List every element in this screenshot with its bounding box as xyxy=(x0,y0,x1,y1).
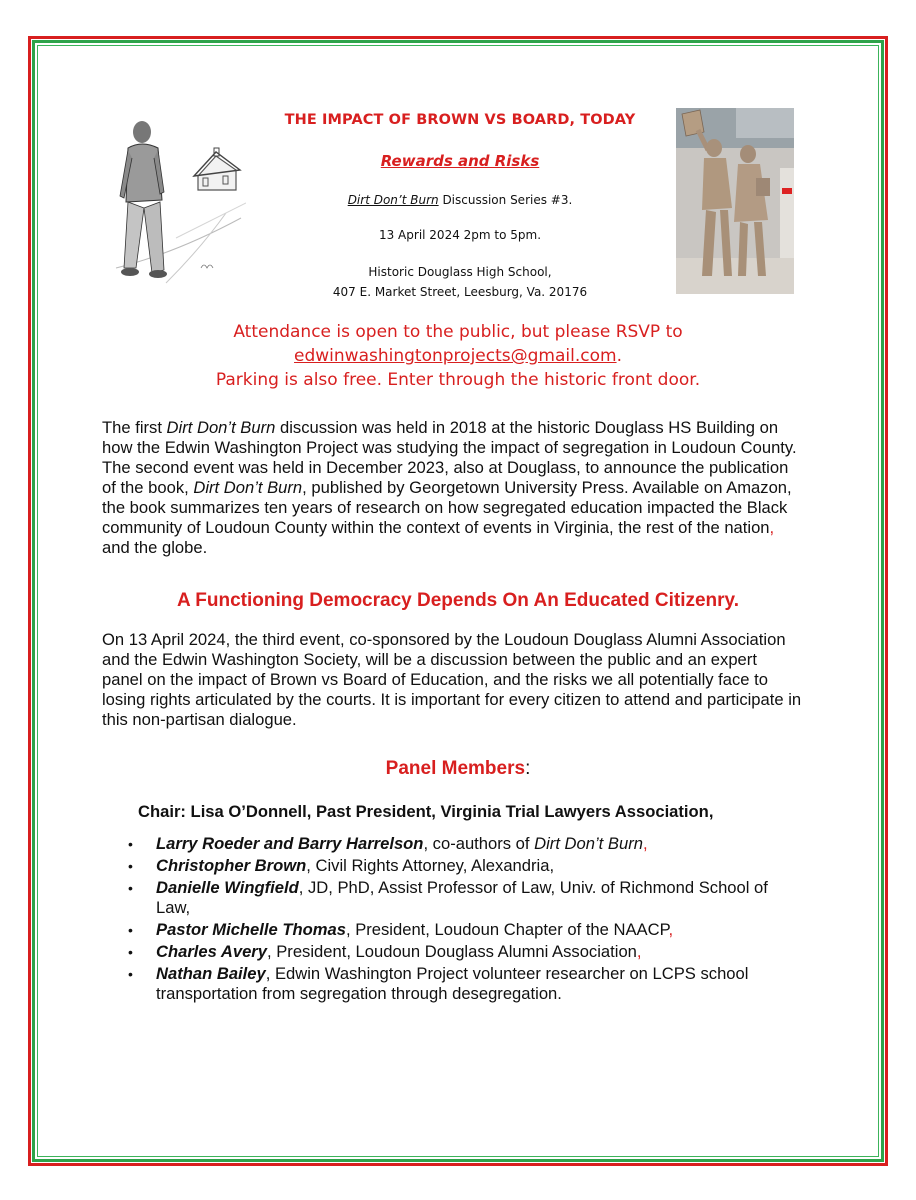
member-end: , xyxy=(668,920,674,939)
list-item xyxy=(126,878,806,918)
venue-name: Historic Douglass High School, xyxy=(368,265,552,279)
panel-heading-text: Panel Members xyxy=(385,758,526,779)
member-desc: , President, Loudoun Douglass Alumni Association xyxy=(267,942,637,961)
tagline-heading: A Functioning Democracy Depends On An Educated Citizenry. xyxy=(177,590,739,611)
series-line xyxy=(250,193,670,207)
parking-line: Parking is also free. Enter through the historic front door. xyxy=(215,370,701,390)
member-end: , xyxy=(642,834,648,853)
list-item xyxy=(126,964,806,1004)
member-desc: , JD, PhD, Assist Professor of Law, Univ. of Richmond School of Law, xyxy=(156,878,768,917)
bullet-icon: • xyxy=(128,944,133,960)
intro-text-1: The first xyxy=(102,418,167,437)
member-name: Christopher Brown xyxy=(156,856,307,875)
bullet-icon: • xyxy=(128,836,133,852)
bullet-icon: • xyxy=(128,880,133,896)
event-subtitle: Rewards and Risks xyxy=(380,152,540,170)
member-name: Larry Roeder and Barry Harrelson xyxy=(156,834,424,853)
panel-heading xyxy=(100,758,816,780)
intro-text-2: discussion was held in 2018 at the historic Douglass HS Building on how the Edwin Washington Project was studying the impact of segregation in Loudoun County. The second event was held in December 2023, also at Douglass, to announce the publication of the book, xyxy=(102,418,797,497)
sketch-boy-walking-image xyxy=(106,118,246,290)
member-name: Nathan Bailey xyxy=(156,964,266,983)
intro-book-title-2: Dirt Don’t Burn xyxy=(193,478,303,497)
intro-paragraph xyxy=(102,418,802,558)
member-name: Charles Avery xyxy=(156,942,267,961)
member-desc: , Edwin Washington Project volunteer researcher on LCPS school transportation from segregation through desegregation. xyxy=(156,964,749,1003)
event-title: THE IMPACT OF BROWN VS BOARD, TODAY xyxy=(284,112,636,128)
list-item xyxy=(126,856,806,876)
bullet-icon: • xyxy=(128,966,133,982)
member-name: Danielle Wingfield xyxy=(156,878,299,897)
bullet-icon: • xyxy=(128,858,133,874)
panel-chair: Chair: Lisa O’Donnell, Past President, Virginia Trial Lawyers Association, xyxy=(138,802,714,821)
rsvp-email-period: . xyxy=(616,346,622,366)
event-paragraph: On 13 April 2024, the third event, co-sponsored by the Loudoun Douglass Alumni Association and the Edwin Washington Society, will be a discussion between the public and an expert panel on the impact of Brown vs Board of Education, and the risks we all potentially face to losing rights articulated by the courts. It is important for every citizen to attend and participate in this non-partisan dialogue. xyxy=(102,630,802,729)
series-book-title: Dirt Don’t Burn xyxy=(347,193,439,207)
list-item xyxy=(126,834,806,854)
venue-address: 407 E. Market Street, Leesburg, Va. 20176 xyxy=(332,285,588,299)
rsvp-line: Attendance is open to the public, but please RSVP to xyxy=(233,322,683,342)
statue-students-image xyxy=(676,108,794,294)
member-desc: , President, Loudoun Chapter of the NAACP xyxy=(345,920,669,939)
series-label: Discussion Series #3. xyxy=(438,193,573,207)
event-venue xyxy=(250,262,670,302)
list-item xyxy=(126,920,806,940)
member-end: , xyxy=(636,942,642,961)
panel-heading-colon: : xyxy=(525,758,531,779)
bullet-icon: • xyxy=(128,922,133,938)
member-desc-italic: Dirt Don’t Burn xyxy=(534,834,643,853)
intro-red-comma: , xyxy=(769,518,775,537)
event-date-time: 13 April 2024 2pm to 5pm. xyxy=(378,228,542,242)
attendance-notice xyxy=(120,320,796,392)
panel-member-list xyxy=(126,834,806,1006)
member-desc: , Civil Rights Attorney, Alexandria, xyxy=(306,856,555,875)
rsvp-email-link[interactable]: edwinwashingtonprojects@gmail.com xyxy=(294,346,617,366)
intro-book-title-1: Dirt Don’t Burn xyxy=(166,418,276,437)
list-item xyxy=(126,942,806,962)
intro-text-3: , published by Georgetown University Press. Available on Amazon, the book summarizes ten years of research on how segregated education impacted the Black community of Loudoun County within the context of events in Virginia, the rest of the nation xyxy=(102,478,792,537)
member-desc: , co-authors of xyxy=(423,834,535,853)
member-name: Pastor Michelle Thomas xyxy=(156,920,346,939)
intro-text-4: and the globe. xyxy=(102,538,208,557)
